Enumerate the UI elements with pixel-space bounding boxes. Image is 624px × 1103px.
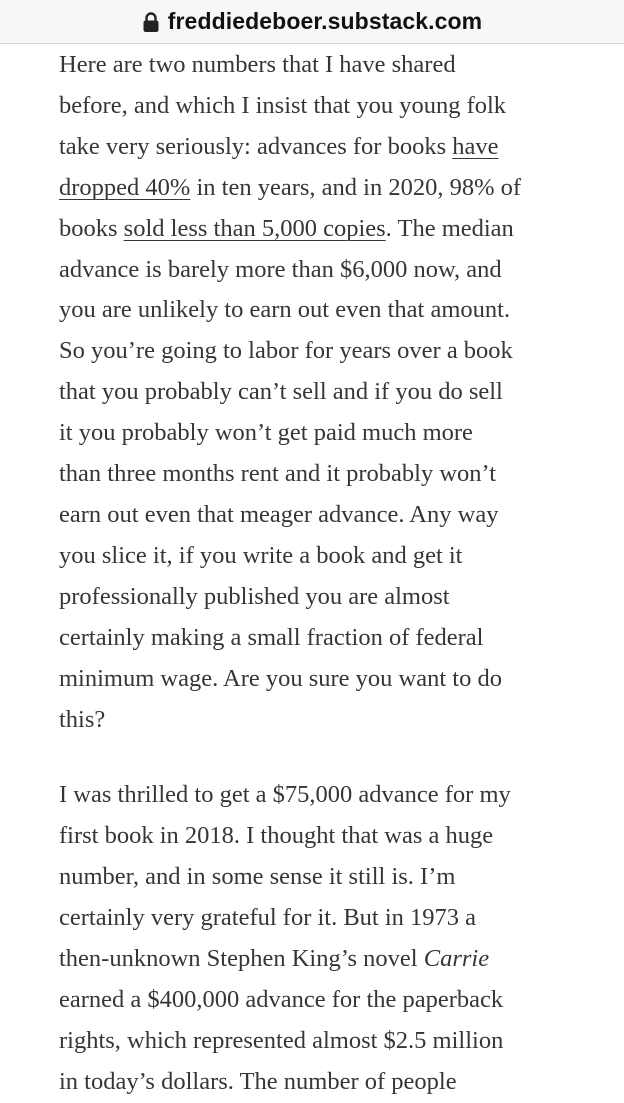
text-segment: . The median [385, 214, 514, 242]
text-line: you are unlikely to earn out even that amount. [59, 296, 511, 324]
text-line: professionally published you are almost [59, 582, 450, 610]
book-title-carrie: Carrie [423, 945, 490, 973]
sold-copies-link[interactable]: sold less than 5,000 copies [123, 214, 386, 242]
text-line [59, 209, 599, 250]
text-line: that you probably can’t sell and if you do sell [59, 378, 503, 406]
url-text[interactable]: freddiedeboer.substack.com [167, 8, 483, 34]
address-bar[interactable] [0, 0, 624, 44]
text-line: certainly making a small fraction of federal [59, 623, 484, 651]
text-line: earned a $400,000 advance for the paperback [59, 985, 504, 1013]
text-line: I was thrilled to get a $75,000 advance for my [59, 781, 511, 809]
text-line [59, 127, 599, 168]
text-line: So you’re going to labor for years over a book [59, 337, 513, 365]
text-line: than three months rent and it probably won’t [59, 460, 497, 488]
text-segment: books [59, 214, 124, 242]
text-line: in today’s dollars. The number of people [59, 1067, 457, 1095]
text-segment: in ten years, and in 2020, 98% of [190, 173, 522, 201]
url-display[interactable] [142, 8, 482, 35]
text-line: before, and which I insist that you young folk [59, 91, 507, 119]
text-line: Here are two numbers that I have shared [59, 51, 456, 78]
text-line: this? [59, 705, 106, 733]
text-line: advance is barely more than $6,000 now, and [59, 255, 502, 283]
advances-dropped-link[interactable]: have [452, 132, 499, 160]
text-line: minimum wage. Are you sure you want to do [59, 664, 502, 692]
lock-icon [142, 11, 160, 33]
text-line: rights, which represented almost $2.5 million [59, 1026, 504, 1054]
advances-dropped-link-cont[interactable]: dropped 40% [59, 173, 191, 201]
text-line [59, 168, 599, 209]
text-line: number, and in some sense it still is. I’m [59, 863, 456, 891]
text-segment: then-unknown Stephen King’s novel [59, 945, 424, 973]
text-line: it you probably won’t get paid much more [59, 419, 473, 447]
paragraph-1 [59, 44, 599, 740]
article-body [59, 44, 599, 1103]
text-line: you slice it, if you write a book and get it [59, 541, 463, 569]
text-line: earn out even that meager advance. Any way [59, 500, 499, 528]
text-line: certainly very grateful for it. But in 1973 a [59, 904, 477, 932]
text-line: first book in 2018. I thought that was a huge [59, 822, 494, 850]
text-line [59, 939, 599, 980]
text-segment: take very seriously: advances for books [59, 132, 453, 160]
paragraph-2 [59, 775, 599, 1102]
